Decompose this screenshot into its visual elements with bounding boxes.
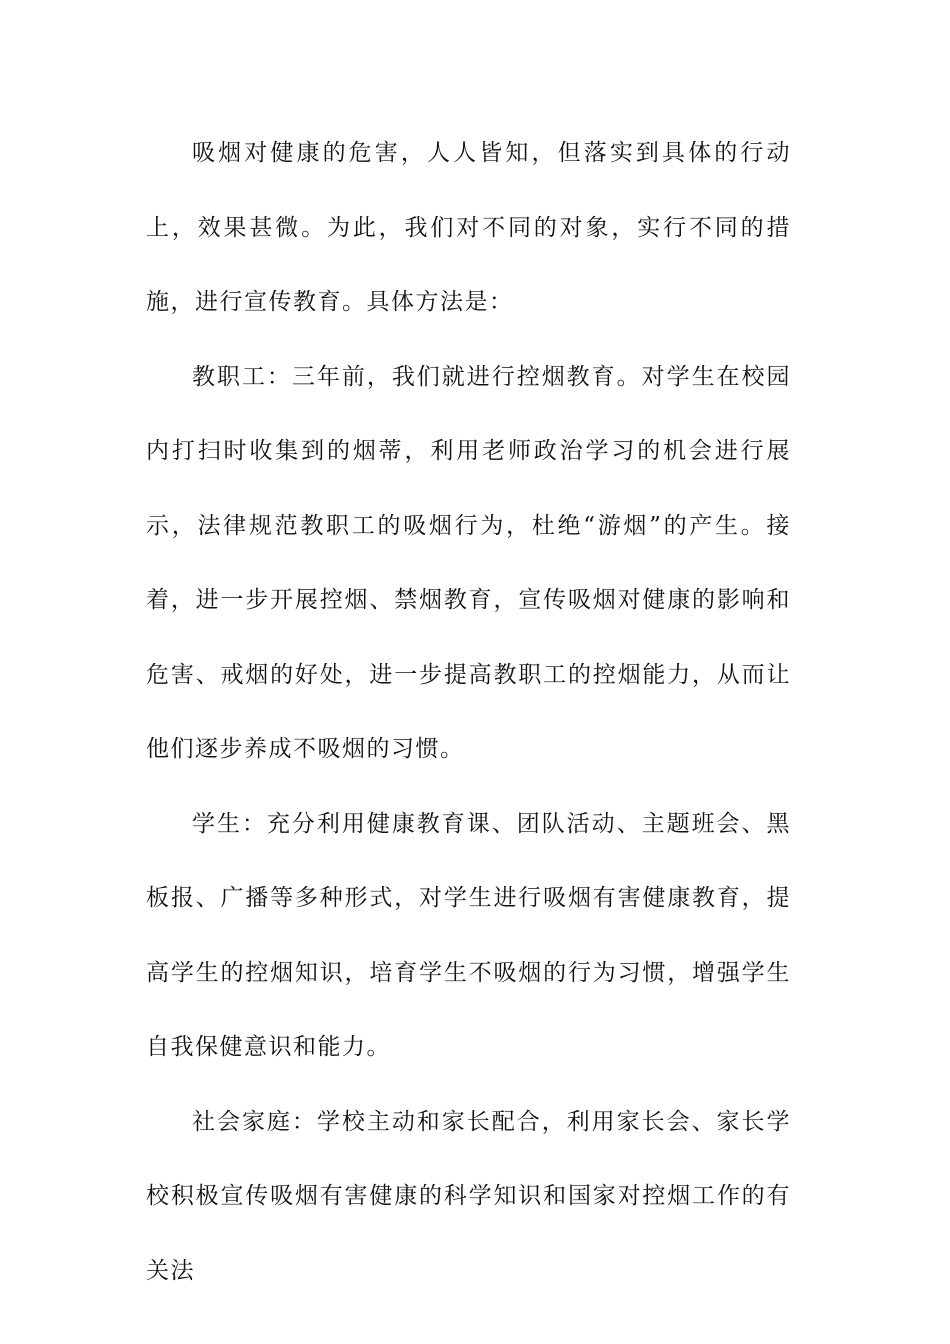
paragraph-staff: 教职工：三年前，我们就进行控烟教育。对学生在校园内打扫时收集到的烟蒂，利用老师政治学习的机会进行展示，法律规范教职工的吸烟行为，杜绝“游烟”的产生。接着，进一步开展控烟、禁烟教育，宣传吸烟对健康的影响和危害、戒烟的好处，进一步提高教职工的控烟能力，从而让他们逐步养成不吸烟的习惯。 <box>146 363 791 762</box>
document-body <box>146 116 791 1308</box>
paragraph-students: 学生：充分利用健康教育课、团队活动、主题班会、黑板报、广播等多种形式，对学生进行吸烟有害健康教育，提高学生的控烟知识，培育学生不吸烟的行为习惯，增强学生自我保健意识和能力。 <box>146 810 791 1060</box>
paragraph-intro: 吸烟对健康的危害，人人皆知，但落实到具体的行动上，效果甚微。为此，我们对不同的对象，实行不同的措施，进行宣传教育。具体方法是： <box>146 140 791 315</box>
paragraph-family: 社会家庭：学校主动和家长配合，利用家长会、家长学校积极宣传吸烟有害健康的科学知识和国家对控烟工作的有关法 <box>146 1108 791 1284</box>
